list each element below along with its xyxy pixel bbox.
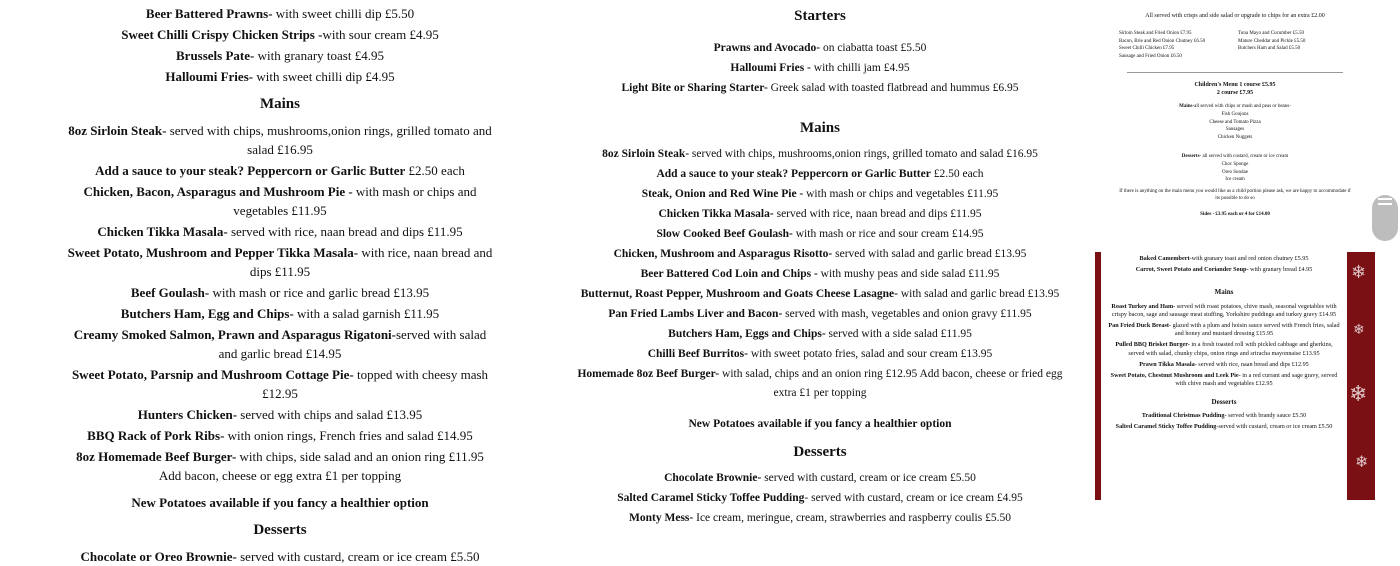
kids-mains-label: Mains- — [1179, 104, 1195, 109]
kids-mains-desc: all served with chips or mash and peas or beans- — [1194, 104, 1291, 109]
menu-item — [560, 345, 1080, 364]
menu-item-name: Chicken, Bacon, Asparagus and Mushroom Pie - — [83, 184, 353, 199]
christmas-item-desc: in a red currant and sage gravy, served with chive mash and vegetables £12.95 — [1175, 372, 1338, 388]
menu-item-desc: with mash or rice and sour cream £14.95 — [792, 228, 984, 240]
menu-item — [560, 509, 1080, 528]
kids-main-item: Cheese and Tomato Pizza — [1209, 119, 1261, 125]
menu-item — [60, 447, 500, 485]
menu-item — [60, 161, 500, 180]
kids-menu-subtitle: 2 course £7.95 — [1216, 90, 1254, 96]
menu-item — [60, 405, 500, 424]
christmas-item — [1105, 322, 1343, 338]
menu-item-desc: served with salad and garlic bread £13.95 — [832, 248, 1027, 260]
christmas-item-desc: served with brandy sauce £5.50 — [1226, 411, 1307, 419]
menu-item-desc: with sweet chilli dip £4.95 — [253, 69, 395, 84]
menu-item — [60, 121, 500, 159]
sandwich-item: Bacon, Brie and Red Onion Chutney £6.50 — [1119, 38, 1206, 44]
menu-item-desc: with chilli jam £4.95 — [810, 62, 910, 74]
christmas-item-desc: glazed with a plum and hoisin sauce served with French fries, salad and honey and mustard dressing £15.95 — [1171, 322, 1340, 338]
menu-item-name: Monty Mess- — [629, 512, 694, 524]
menu-item — [560, 245, 1080, 264]
menu-item-desc: with sour cream £4.95 — [322, 27, 439, 42]
sandwich-item: Sirloin Steak and Fried Onion £7.95 — [1119, 31, 1192, 36]
kids-dessert-item: Oreo Sundae — [1222, 169, 1248, 175]
menu-item-desc: served with mash, vegetables and onion gravy £11.95 — [782, 308, 1032, 320]
christmas-item-name: Salted Caramel Sticky Toffee Pudding- — [1115, 422, 1219, 430]
menu-item-desc: with a salad garnish £11.95 — [293, 306, 440, 321]
menu-item-name: Sweet Potato, Parsnip and Mushroom Cottage Pie- — [71, 367, 354, 382]
menu-item-desc: served with custard, cream or ice cream £5.50 — [236, 549, 480, 564]
sandwich-item: Butchers Ham and Salad £5.50 — [1238, 46, 1301, 51]
kids-desserts-line — [1119, 153, 1351, 161]
menu-item-name: Chicken Tikka Masala- — [97, 224, 228, 239]
christmas-item-desc: in a fresh toasted roll with pickled cabbage and gherkins, served with salad, chunky chips, onion rings and sriracha mayonnaise £13.95 — [1128, 341, 1333, 357]
christmas-item — [1105, 423, 1343, 431]
menu-item-name: Creamy Smoked Salmon, Prawn and Asparagus Rigatoni- — [73, 327, 396, 342]
menu-item — [560, 489, 1080, 508]
menu-item-desc: served with chips, mushrooms,onion rings, grilled tomato and salad £16.95 — [166, 123, 492, 157]
sandwich-item: Mature Cheddar and Pickle £5.50 — [1238, 38, 1306, 44]
kids-desserts-list — [1119, 161, 1351, 184]
mid-desserts-list — [560, 469, 1080, 528]
menu-item — [560, 225, 1080, 244]
menu-item — [60, 426, 500, 445]
left-healthier-note: New Potatoes available if you fancy a healthier option — [131, 495, 429, 510]
snowflake-icon: ❄ — [1351, 262, 1367, 283]
kids-dessert-item: Ice cream — [1225, 177, 1245, 182]
christmas-item — [1105, 255, 1343, 263]
christmas-item-name: Baked Camembert- — [1139, 255, 1192, 262]
mid-healthier-note: New Potatoes available if you fancy a healthier option — [688, 418, 952, 430]
middle-menu-page — [560, 0, 1080, 524]
menu-item-name: Beer Battered Prawns- — [145, 6, 273, 21]
menu-item — [560, 325, 1080, 344]
christmas-item-name: Sweet Potato, Chestnut Mushroom and Leek Pie- — [1110, 372, 1241, 380]
snowflake-icon: ❄ — [1353, 322, 1365, 338]
menu-item-desc: with onion rings, French fries and salad £14.95 — [224, 428, 473, 443]
menu-item-desc: Greek salad with toasted flatbread and hummus £6.95 — [767, 82, 1019, 94]
menu-item-name: Butternut, Roast Pepper, Mushroom and Goats Cheese Lasagne- — [580, 288, 898, 300]
christmas-item-desc: served with rice, naan bread and dips £12.95 — [1196, 360, 1309, 368]
snowflake-icon: ❄ — [1355, 452, 1369, 471]
kids-main-item: Chicken Nuggets — [1217, 134, 1253, 140]
right-menu-page — [1095, 0, 1375, 500]
christmas-item-name: Roast Turkey and Ham- — [1111, 302, 1176, 310]
menu-item-name: Slow Cooked Beef Goulash- — [656, 228, 793, 240]
christmas-desserts-heading: Desserts — [1211, 398, 1237, 407]
menu-item-name: Halloumi Fries- — [165, 69, 254, 84]
menu-item — [560, 205, 1080, 224]
menu-item-name: Steak, Onion and Red Wine Pie - — [641, 188, 804, 200]
christmas-item-name: Prawn Tikka Masala- — [1139, 360, 1197, 368]
left-desserts-heading: Desserts — [253, 522, 307, 538]
menu-item-desc: with rice, naan bread and dips £11.95 — [249, 245, 493, 279]
menu-item-name: Chicken Tikka Masala- — [658, 208, 774, 220]
menu-item — [60, 325, 500, 363]
menu-item-name: Homemade 8oz Beef Burger- — [577, 368, 720, 380]
menu-item-desc: - served with custard, cream or ice cream £4.95 — [804, 492, 1023, 504]
menu-item — [560, 145, 1080, 164]
divider — [1127, 72, 1343, 73]
menu-item-name: Sweet Chilli Crispy Chicken Strips - — [121, 27, 323, 42]
menu-item-desc: with chips, side salad and an onion ring £11.95 Add bacon, cheese or egg extra £1 per topping — [158, 449, 484, 483]
menu-item-desc: served with rice, naan bread and dips £11.95 — [227, 224, 463, 239]
christmas-item-desc: with granary bread £4.95 — [1248, 266, 1313, 274]
menu-item-desc: with sweet potato fries, salad and sour cream £13.95 — [747, 348, 993, 360]
menu-item-name: Add a sauce to your steak? Peppercorn or Garlic Butter — [656, 168, 931, 180]
christmas-item — [1105, 266, 1343, 274]
menu-item — [560, 265, 1080, 284]
menu-item — [60, 365, 500, 403]
kids-mains-line — [1119, 103, 1351, 111]
sandwich-intro: All served with crisps and side salad or upgrade to chips for an extra £2.00 — [1145, 13, 1325, 19]
mid-mains-list — [560, 145, 1080, 403]
christmas-item-desc: served with roast potatoes, chive mash, seasonal vegetables with crispy bacon, sage and sausage meat stuffing, Yorkshire puddings and turkey gravy £14.95 — [1111, 302, 1337, 318]
menu-item-desc: served with chips and salad £13.95 — [237, 407, 423, 422]
kids-desserts-label: Desserts — [1181, 154, 1200, 159]
mid-desserts-heading: Desserts — [793, 444, 847, 460]
menu-item-name: Chocolate or Oreo Brownie- — [80, 549, 237, 564]
sandwich-item: Sausage and Fried Onion £6.50 — [1119, 53, 1182, 59]
kids-desserts-desc: - all served with custard, cream or ice cream — [1199, 154, 1289, 159]
menu-item-desc: with mash or chips and vegetables £11.95 — [233, 184, 477, 218]
menu-item-desc: with salad and garlic bread £13.95 — [897, 288, 1060, 300]
menu-item-name: Halloumi Fries - — [730, 62, 811, 74]
menu-item-desc: on ciabatta toast £5.50 — [820, 42, 927, 54]
menu-item-desc: served with chips, mushrooms,onion rings, grilled tomato and salad £16.95 — [689, 148, 1038, 160]
menu-item — [60, 304, 500, 323]
menu-item — [60, 222, 500, 241]
menu-item — [60, 4, 500, 23]
menu-item-name: 8oz Homemade Beef Burger- — [76, 449, 237, 464]
menu-item — [560, 185, 1080, 204]
menu-item — [560, 79, 1080, 98]
sandwich-list — [1119, 30, 1351, 60]
menu-item-name: BBQ Rack of Pork Ribs- — [87, 428, 225, 443]
christmas-desserts-list — [1101, 412, 1347, 431]
menu-item-desc: Ice cream, meringue, cream, strawberries and raspberry coulis £5.50 — [693, 512, 1011, 524]
right-top-menu — [1095, 12, 1375, 262]
menu-item-name: Light Bite or Sharing Starter- — [621, 82, 768, 94]
menu-item-name: Brussels Pate- — [176, 48, 255, 63]
menu-item-desc: with mash or rice and garlic bread £13.95 — [209, 285, 430, 300]
menu-item — [60, 243, 500, 281]
menu-item-desc: with mushy peas and side salad £11.95 — [817, 268, 1000, 280]
menu-item-desc: with sweet chilli dip £5.50 — [272, 6, 415, 21]
christmas-item-desc: served with custard, cream or ice cream £5.50 — [1218, 422, 1333, 430]
left-desserts-list — [0, 547, 560, 566]
christmas-item — [1105, 372, 1343, 388]
kids-mains-list — [1119, 111, 1351, 141]
menu-item — [60, 283, 500, 302]
kids-main-item: Fish Goujons — [1221, 112, 1249, 117]
menu-item — [560, 165, 1080, 184]
kids-main-item: Sausages — [1225, 127, 1245, 132]
christmas-item-desc: with granary toast and red onion chutney £5.95 — [1191, 255, 1309, 262]
christmas-item — [1105, 303, 1343, 319]
menu-item — [560, 39, 1080, 58]
left-mains-heading: Mains — [259, 96, 300, 112]
menu-item-name: Butchers Ham, Eggs and Chips- — [668, 328, 826, 340]
sandwich-item: Tuna Mayo and Cucumber £5.50 — [1238, 31, 1305, 36]
menu-item-desc: served with rice, naan bread and dips £11.95 — [773, 208, 982, 220]
menu-item-name: Beer Battered Cod Loin and Chips - — [640, 268, 818, 280]
menu-item — [60, 25, 500, 44]
christmas-mains-list — [1101, 303, 1347, 389]
menu-item-desc: served with a side salad £11.95 — [825, 328, 972, 340]
christmas-mains-heading: Mains — [1214, 288, 1234, 297]
mid-starters-heading: Starters — [794, 8, 846, 24]
kids-note: If there is anything on the main menu you would like as a child portion please ask, we are happy to accommodate if its possible to do so — [1119, 188, 1351, 201]
menu-item — [560, 365, 1080, 403]
christmas-item-name: Traditional Christmas Pudding- — [1141, 411, 1227, 419]
menu-item-name: 8oz Sirloin Steak- — [68, 123, 167, 138]
scrollbar-thumb-icon[interactable] — [1372, 195, 1398, 241]
christmas-item — [1105, 412, 1343, 420]
menu-item — [60, 67, 500, 86]
menu-item-name: Prawns and Avocado- — [713, 42, 821, 54]
menu-item — [560, 285, 1080, 304]
menu-item-name: Chocolate Brownie- — [664, 472, 762, 484]
menu-item-desc: with mash or chips and vegetables £11.95 — [803, 188, 999, 200]
christmas-item — [1105, 341, 1343, 357]
sandwich-item: Sweet Chilli Chicken £7.95 — [1119, 46, 1175, 51]
menu-item-name: Pan Fried Lambs Liver and Bacon- — [608, 308, 783, 320]
menu-item-name: Add a sauce to your steak? Peppercorn or Garlic Butter — [95, 163, 406, 178]
left-starters-list — [0, 4, 560, 86]
sides-line: Sides - £3.95 each or 4 for £14.00 — [1200, 211, 1270, 217]
menu-item — [60, 547, 500, 566]
christmas-item — [1105, 361, 1343, 369]
menu-item-name: 8oz Sirloin Steak- — [602, 148, 690, 160]
menu-item-name: Chicken, Mushroom and Asparagus Risotto- — [613, 248, 833, 260]
menu-item-desc: with granary toast £4.95 — [254, 48, 384, 63]
menu-item-desc: with salad, chips and an onion ring £12.95 Add bacon, cheese or fried egg extra £1 per topping — [719, 368, 1063, 399]
menu-item-desc: topped with cheesy mash £12.95 — [262, 367, 489, 401]
menu-item — [60, 46, 500, 65]
mid-mains-heading: Mains — [799, 120, 840, 136]
christmas-item-name: Pulled BBQ Brisket Burger- — [1115, 341, 1190, 349]
menu-item-name: Hunters Chicken- — [137, 407, 238, 422]
menu-item — [60, 182, 500, 220]
menu-item-name: Butchers Ham, Egg and Chips- — [120, 306, 294, 321]
menu-item-desc: served with custard, cream or ice cream £5.50 — [761, 472, 976, 484]
kids-menu-title: Children's Menu 1 course £5.95 — [1194, 82, 1276, 88]
menu-item-name: Salted Caramel Sticky Toffee Pudding — [617, 492, 805, 504]
christmas-menu-panel — [1095, 252, 1375, 500]
menu-item — [560, 59, 1080, 78]
christmas-menu-paper — [1101, 252, 1347, 500]
christmas-item-name: Pan Fried Duck Breast- — [1108, 322, 1172, 330]
christmas-item-name: Carrot, Sweet Potato and Coriander Soup- — [1135, 266, 1249, 274]
christmas-starters-list — [1101, 255, 1347, 274]
menu-item-name: Sweet Potato, Mushroom and Pepper Tikka Masala- — [67, 245, 359, 260]
snowflake-icon: ❄ — [1349, 382, 1368, 407]
menu-item-desc: £2.50 each — [930, 168, 984, 180]
menu-item-name: Chilli Beef Burritos- — [647, 348, 748, 360]
kids-dessert-item: Choc Sponge — [1221, 162, 1249, 167]
left-mains-list — [0, 121, 560, 485]
menu-item-name: Beef Goulash- — [130, 285, 210, 300]
menu-item — [560, 469, 1080, 488]
menu-item-desc: served with salad and garlic bread £14.95 — [218, 327, 487, 361]
menu-item-desc: £2.50 each — [405, 163, 465, 178]
left-menu-page — [0, 0, 560, 564]
menu-item — [560, 305, 1080, 324]
mid-starters-list — [560, 39, 1080, 98]
